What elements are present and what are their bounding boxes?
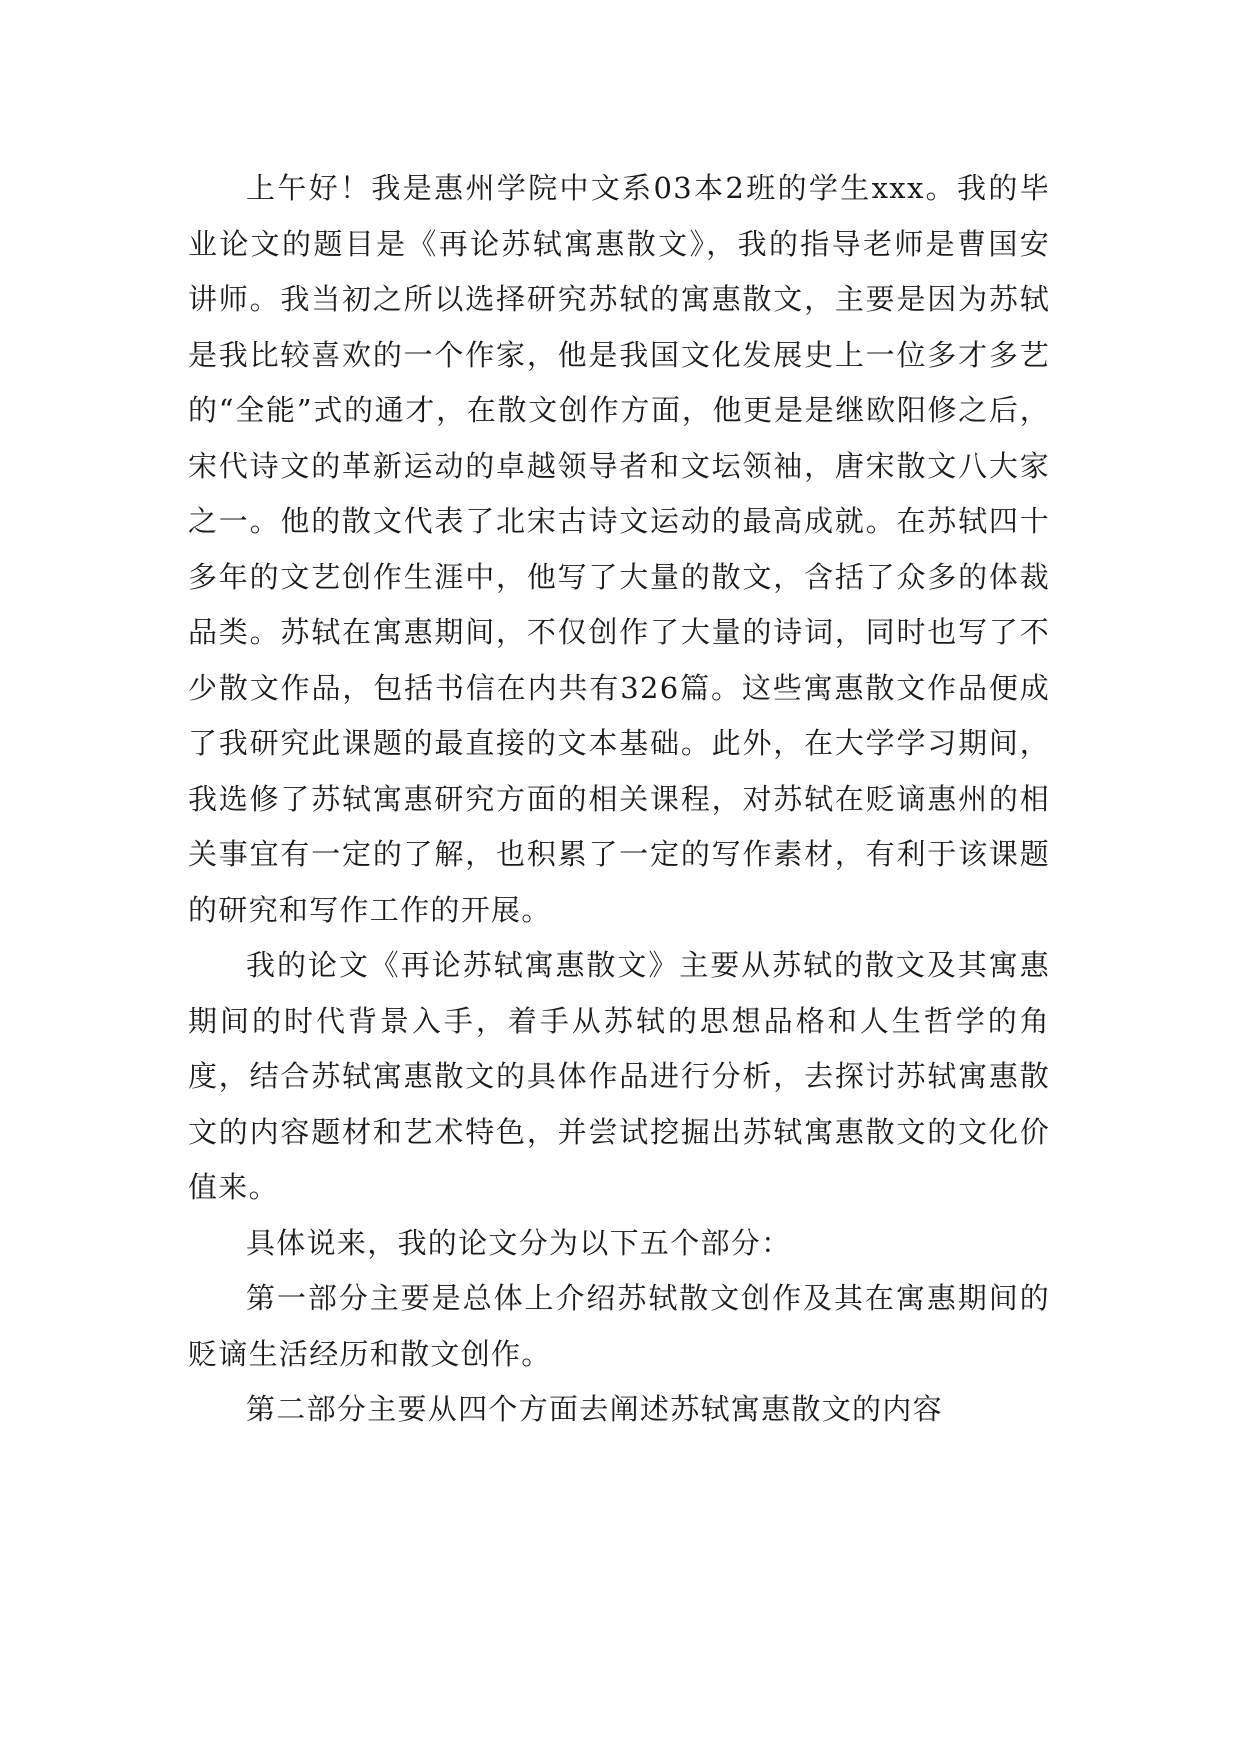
paragraph-part-one: 第一部分主要是总体上介绍苏轼散文创作及其在寓惠期间的贬谪生活经历和散文创作。 [188,1281,1050,1371]
body-text [188,161,1050,1438]
paragraph-structure-intro: 具体说来，我的论文分为以下五个部分： [246,1225,792,1260]
paragraph-thesis-summary: 我的论文《再论苏轼寓惠散文》主要从苏轼的散文及其寓惠期间的时代背景入手，着手从苏轼的思想品格和人生哲学的角度，结合苏轼寓惠散文的具体作品进行分析，去探讨苏轼寓惠散文的内容题材和艺术特色，并尝试挖掘出苏轼寓惠散文的文化价值来。 [188,948,1050,1204]
paragraph-intro: 上午好！我是惠州学院中文系03本2班的学生xxx。我的毕业论文的题目是《再论苏轼寓惠散文》，我的指导老师是曹国安讲师。我当初之所以选择研究苏轼的寓惠散文，主要是因为苏轼是我比较喜欢的一个作家，他是我国文化发展史上一位多才多艺的“全能”式的通才，在散文创作方面，他更是是继欧阳修之后，宋代诗文的革新运动的卓越领导者和文坛领袖，唐宋散文八大家之一。他的散文代表了北宋古诗文运动的最高成就。在苏轼四十多年的文艺创作生涯中，他写了大量的散文，含括了众多的体裁品类。苏轼在寓惠期间，不仅创作了大量的诗词，同时也写了不少散文作品，包括书信在内共有326篇。这些寓惠散文作品便成了我研究此课题的最直接的文本基础。此外，在大学学习期间，我选修了苏轼寓惠研究方面的相关课程，对苏轼在贬谪惠州的相关事宜有一定的了解，也积累了一定的写作素材，有利于该课题的研究和写作工作的开展。 [188,171,1050,927]
paragraph-part-two: 第二部分主要从四个方面去阐述苏轼寓惠散文的内容 [246,1392,943,1426]
